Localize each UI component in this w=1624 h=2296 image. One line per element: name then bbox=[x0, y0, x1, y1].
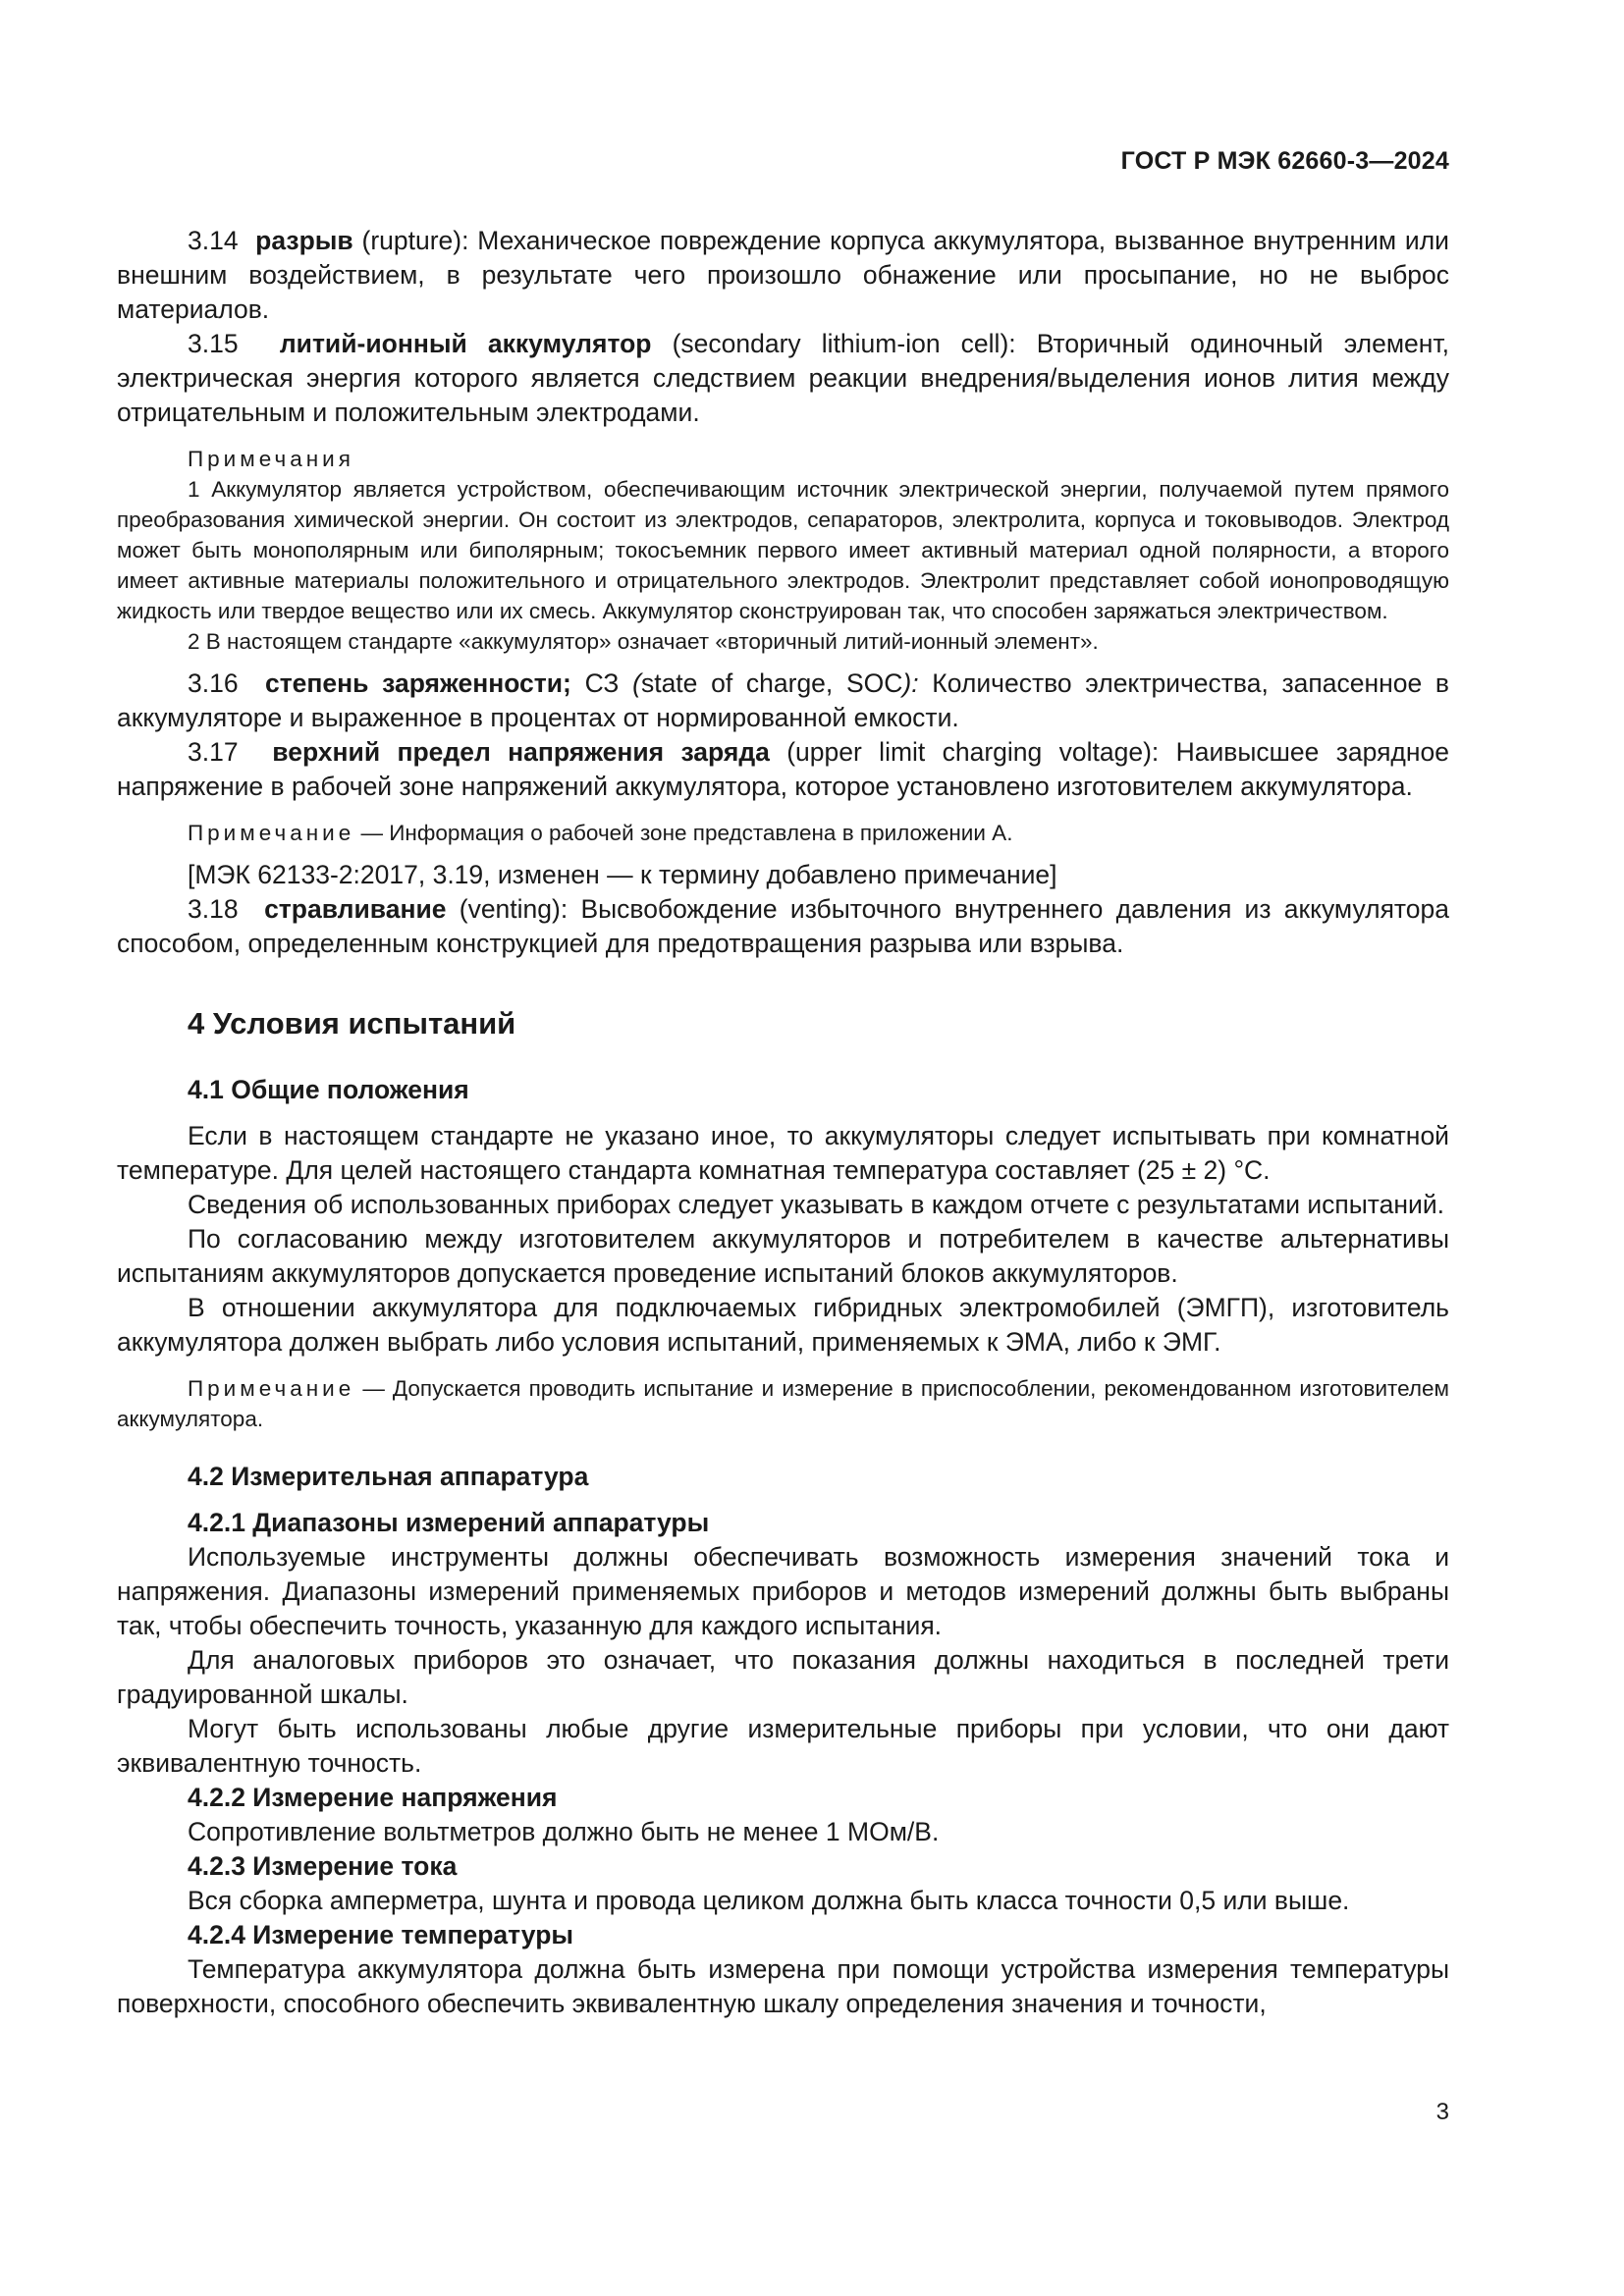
definition-3-18 bbox=[117, 892, 1449, 961]
definition-term: степень заряженности; bbox=[264, 668, 571, 698]
note-text: — Информация о рабочей зоне представлена в приложении А. bbox=[354, 821, 1013, 845]
note-text: — Допускается проводить испытание и измерение в приспособлении, рекомендованном изготовителем аккумулятора. bbox=[117, 1376, 1449, 1431]
definition-number: 3.17 bbox=[188, 737, 239, 767]
definition-term: стравливание bbox=[264, 894, 447, 924]
section-4-2-1-heading: 4.2.1 Диапазоны измерений аппаратуры bbox=[188, 1508, 710, 1537]
section-4-1-heading: 4.1 Общие положения bbox=[188, 1075, 469, 1104]
definition-3-15 bbox=[117, 327, 1449, 430]
definition-number: 3.15 bbox=[188, 329, 239, 358]
definition-latin: state of charge, SOC bbox=[640, 668, 903, 698]
paragraph: В отношении аккумулятора для подключаемых гибридных электромобилей (ЭМГП), изготовитель аккумулятора должен выбрать либо условия испытаний, применяемых к ЭМА, либо к ЭМГ. bbox=[117, 1293, 1449, 1357]
paragraph: Используемые инструменты должны обеспечивать возможность измерения значений тока и напряжения. Диапазоны измерений применяемых приборов и методов измерений должны быть выбраны так, чтобы обеспечить точность, указанную для каждого испытания. bbox=[117, 1542, 1449, 1640]
definition-text: (secondary lithium-ion cell): Вторичный одиночный элемент, электрическая энергия которого является следствием реакции внедрения/выделения ионов лития между отрицательным и положительным электродами. bbox=[117, 329, 1449, 427]
reference-3-17: [МЭК 62133-2:2017, 3.19, изменен — к термину добавлено примечание] bbox=[188, 860, 1057, 889]
definition-3-14 bbox=[117, 224, 1449, 327]
note-2: 2 В настоящем стандарте «аккумулятор» означает «вторичный литий-ионный элемент». bbox=[188, 629, 1099, 654]
definition-text: (rupture): Механическое повреждение корпуса аккумулятора, вызванное внутренним или внешним воздействием, в результате чего произошло обнажение или просыпание, но не выброс материалов. bbox=[117, 226, 1449, 324]
definition-text: (upper limit charging voltage): Наивысшее зарядное напряжение в рабочей зоне напряжений аккумулятора, которое установлено изготовителем аккумулятора. bbox=[117, 737, 1449, 801]
note-4-1 bbox=[117, 1373, 1449, 1434]
paragraph: По согласованию между изготовителем аккумуляторов и потребителем в качестве альтернативы испытаниям аккумуляторов допускается проведение испытаний блоков аккумуляторов. bbox=[117, 1224, 1449, 1288]
paragraph: Если в настоящем стандарте не указано иное, то аккумуляторы следует испытывать при комнатной температуре. Для целей настоящего стандарта комнатная температура составляет (25 ± 2) °С. bbox=[117, 1121, 1449, 1185]
definition-text: (venting): Высвобождение избыточного внутреннего давления из аккумулятора способом, определенным конструкцией для предотвращения разрыва или взрыва. bbox=[117, 894, 1449, 958]
paragraph: Могут быть использованы любые другие измерительные приборы при условии, что они дают эквивалентную точность. bbox=[117, 1714, 1449, 1778]
section-4-2-3-heading: 4.2.3 Измерение тока bbox=[188, 1851, 458, 1881]
notes-heading: Примечания bbox=[188, 447, 354, 471]
document-header: ГОСТ Р МЭК 62660-3—2024 bbox=[1120, 147, 1449, 175]
definition-paren-close: ): bbox=[902, 668, 919, 698]
paragraph: Вся сборка амперметра, шунта и провода целиком должна быть класса точности 0,5 или выше. bbox=[188, 1886, 1350, 1915]
definition-term: разрыв bbox=[255, 226, 353, 255]
definition-abbr: СЗ bbox=[570, 668, 633, 698]
note-3-17 bbox=[117, 818, 1449, 848]
note-label: Примечание bbox=[188, 821, 355, 845]
note-label: Примечание bbox=[188, 1376, 355, 1401]
section-4-2-heading: 4.2 Измерительная аппаратура bbox=[188, 1462, 589, 1491]
paragraph: Для аналоговых приборов это означает, что показания должны находиться в последней трети градуированной шкалы. bbox=[117, 1645, 1449, 1709]
definition-term: верхний предел напряжения заряда bbox=[272, 737, 770, 767]
definition-3-17 bbox=[117, 735, 1449, 804]
page-body bbox=[117, 224, 1449, 2021]
definition-number: 3.14 bbox=[188, 226, 239, 255]
definition-paren-open: ( bbox=[632, 668, 641, 698]
paragraph: Сопротивление вольтметров должно быть не менее 1 МОм/В. bbox=[188, 1817, 940, 1846]
section-4-2-2-heading: 4.2.2 Измерение напряжения bbox=[188, 1783, 558, 1812]
paragraph: Температура аккумулятора должна быть измерена при помощи устройства измерения температуры поверхности, способного обеспечить эквивалентную шкалу определения значения и точности, bbox=[117, 1954, 1449, 2018]
page-number: 3 bbox=[1435, 2099, 1449, 2125]
definition-number: 3.16 bbox=[188, 668, 239, 698]
definition-text: Количество электричества, запасенное в аккумуляторе и выраженное в процентах от нормированной емкости. bbox=[117, 668, 1449, 732]
section-4-2-4-heading: 4.2.4 Измерение температуры bbox=[188, 1920, 574, 1949]
definition-term: литий-ионный аккумулятор bbox=[279, 329, 652, 358]
note-1: 1 Аккумулятор является устройством, обеспечивающим источник электрической энергии, получаемой путем прямого преобразования химической энергии. Он состоит из электродов, сепараторов, электролита, корпуса и токовыводов. Электрод может быть монополярным или биполярным; токосъемник первого имеет активный материал одной полярности, а второго имеет активные материалы положительного и отрицательного электродов. Электролит представляет собой ионопроводящую жидкость или твердое вещество или их смесь. Аккумулятор сконструирован так, что способен заряжаться электричеством. bbox=[117, 477, 1449, 623]
definition-3-16 bbox=[117, 667, 1449, 735]
definition-number: 3.18 bbox=[188, 894, 239, 924]
section-4-heading: 4 Условия испытаний bbox=[188, 1006, 516, 1041]
paragraph: Сведения об использованных приборах следует указывать в каждом отчете с результатами испытаний. bbox=[188, 1190, 1444, 1219]
